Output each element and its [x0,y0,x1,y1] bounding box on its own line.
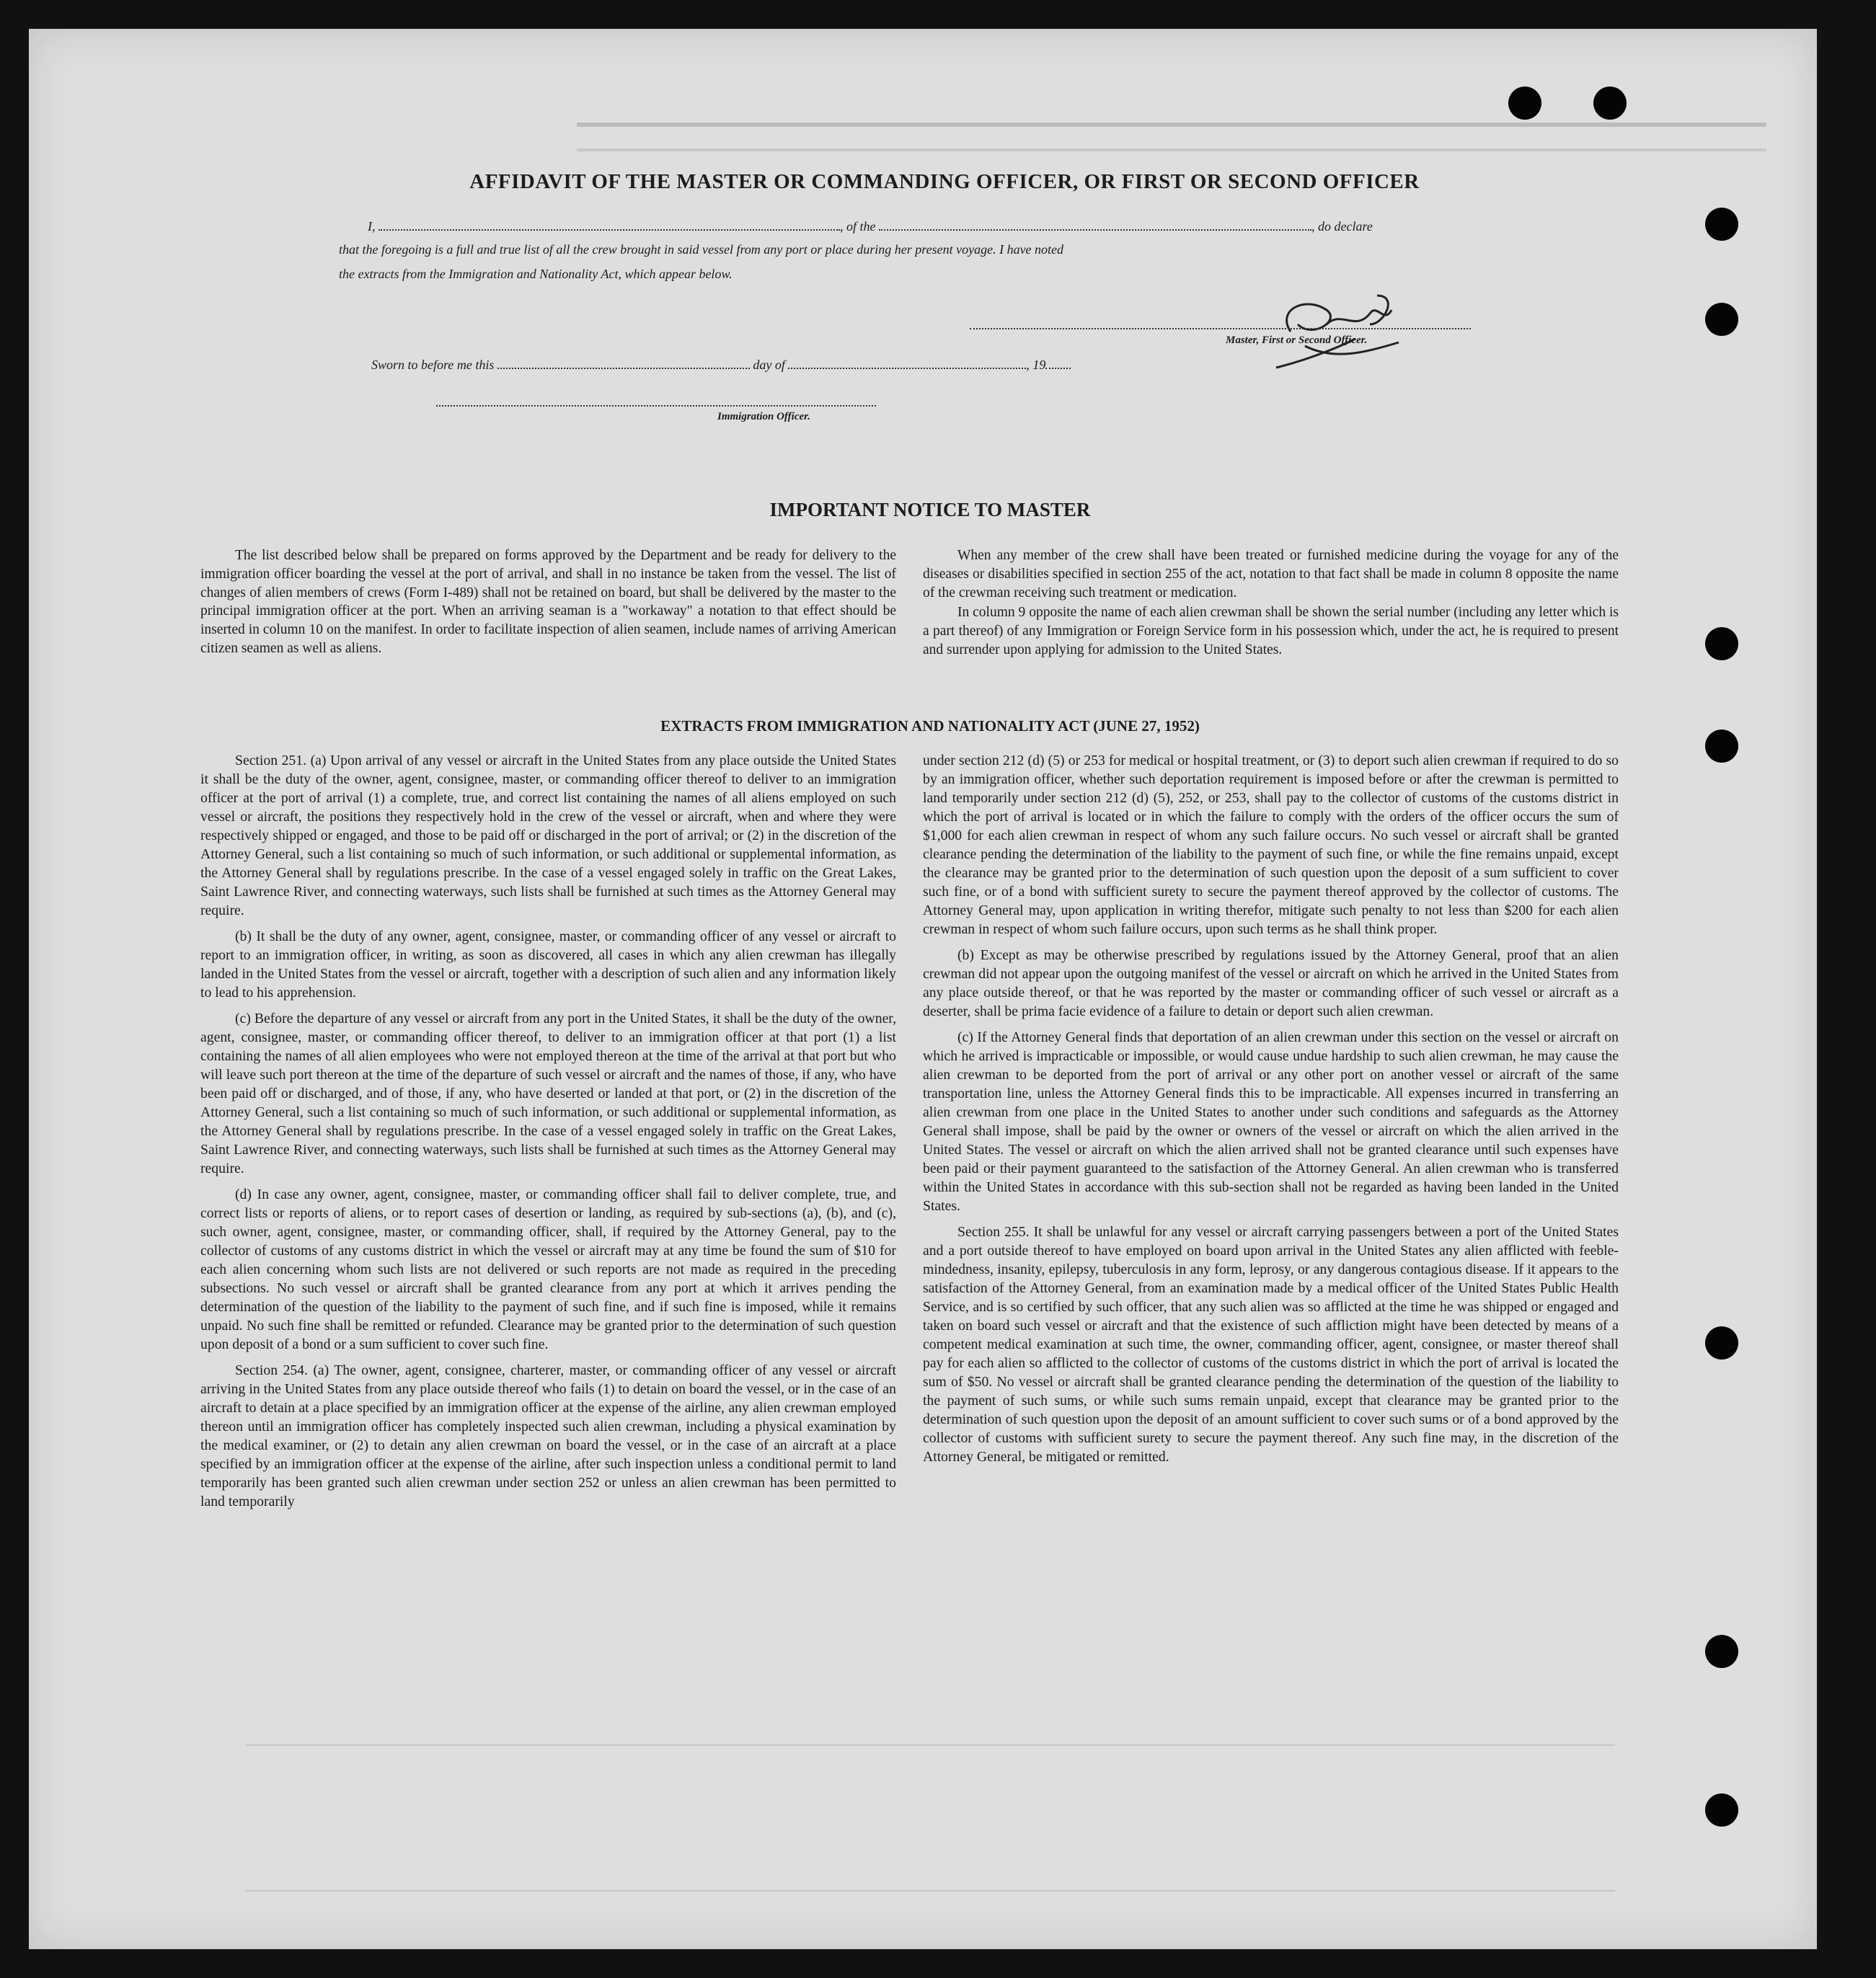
punch-hole [1508,87,1541,120]
notice-left-column [200,546,896,665]
sworn-day-field[interactable] [497,356,750,369]
affidavit-line-3: the extracts from the Immigration and Nationality Act, which appear below. [339,267,733,281]
sworn-month-field[interactable] [788,356,1026,369]
section-255: Section 255. It shall be unlawful for any vessel or aircraft carrying passengers between a port of the United States and a port outside thereof to have employed on board upon arrival in the United States any alien afflicted with feeble-mindedness, insanity, epilepsy, tuberculosis in any form, leprosy, or any dangerous contagious disease. If it appears to the satisfaction of the Attorney General, from an examination made by a medical officer of the United States Public Health Service, and is so certified by such officer, that any such alien was so afflicted at the time he was shipped or engaged and taken on board such vessel or aircraft and that the existence of such affliction might have been detected by means of a competent medical examination at such time, the owner, commanding officer, agent, consignee, or master thereof shall pay for each alien so afflicted to the collector of customs of the customs district in which the port of arrival is located the sum of $50. No vessel or aircraft shall be granted clearance pending the determination of the question of the liability to the payment of such sums, or while such sums remain unpaid, except that clearance may be granted prior to the determination of such question upon the deposit of an amount sufficient to cover such sums or of a bond approved by the collector of customs with sufficient surety to secure the payment thereof. Any such fine may, in the discretion of the Attorney General, be mitigated or remitted. [923,1224,1619,1465]
bleed-through-rules [245,1744,1615,1891]
section-254-c: (c) If the Attorney General finds that deportation of an alien crewman under this section on the vessel or aircraft on which he arrived is impracticable or impossible, or would cause undue hardship to such alien crewman, he may cause the alien crewman to be deported from the port of arrival or any other port on another vessel or aircraft of the same transportation line, unless the Attorney General finds this to be impracticable. All expenses incurred in transferring an alien crewman from one place in the United States to another under such conditions and safeguards as the Attorney General shall impose, shall be paid by the owner or owners of the vessel or aircraft on which the alien arrived in the United States. The vessel or aircraft on which the alien arrived shall not be granted clearance until such expenses have been paid or their payment guaranteed to the satisfaction of the Attorney General. An alien crewman who is transferred within the United States in accordance with this sub-section shall not be regarded as having been landed in the United States. [923,1029,1619,1214]
sworn-day-of-text: day of [753,358,785,372]
sworn-line [371,356,1071,373]
notice-right-paragraph-1: When any member of the crew shall have been treated or furnished medicine during the voyage for any of the diseases or disabilities specified in section 255 of the act, notation to that fact shall be made in column 8 opposite the name of the crewman receiving such treatment or medication. [923,548,1619,600]
section-251-b: (b) It shall be the duty of any owner, agent, consignee, master, or commanding officer of any vessel or aircraft to report to an immigration officer, in writing, as soon as discovered, all cases in which any alien crewman has illegally landed in the United States from the vessel or aircraft, together with a description of such alien and any information likely to lead to his apprehension. [200,928,896,1001]
notice-title: IMPORTANT NOTICE TO MASTER [769,499,1091,520]
punch-hole [1705,729,1738,763]
bleed-through-header [577,123,1766,151]
affidavit-line-2: that the foregoing is a full and true list of all the crew brought in said vessel from any port or place during her present voyage. I have noted [339,242,1064,257]
notice-right-column [923,546,1619,667]
master-signature-label: Master, First or Second Officer. [1226,334,1368,346]
extracts-right-column [923,751,1619,1473]
section-251-c: (c) Before the departure of any vessel or aircraft from any port in the United States, it shall be the duty of the owner, agent, consignee, master, or commanding officer thereof, to deliver to an immigration officer at that port (1) a list containing the names of all alien employees who were not employed thereon at the time of the arrival at that port but who will leave such port thereon at the time of the departure of such vessel or aircraft and the names of those, if any, who have been paid off or discharged, and of those, if any, who have deserted or landed at that port, or (2) in the discretion of the Attorney General, such a list containing so much of such information, or such additional or supplemental information, as the Attorney General shall by regulations prescribe. In the case of a vessel engaged solely in traffic on the Great Lakes, Saint Lawrence River, and connecting waterways, such lists shall be furnished at such times as the Attorney General may require. [200,1011,896,1176]
extracts-title: EXTRACTS FROM IMMIGRATION AND NATIONALITY ACT (JUNE 27, 1952) [660,717,1200,735]
punch-hole [1705,1635,1738,1668]
affidavit-i-text: I, [368,219,376,234]
notice-left-paragraph: The list described below shall be prepared on forms approved by the Department and be ready for delivery to the immigration officer boarding the vessel at the port of arrival, and shall in no instance be taken from the vessel. The list of changes of alien members of crews (Form I-489) shall not be retained on board, but shall be delivered by the master to the principal immigration officer at the port. When an arriving seaman is a "workaway" a notation to that effect should be inserted in column 10 on the manifest. In order to facilitate inspection of alien seamen, include names of arriving American citizen seamen as well as aliens. [200,548,896,656]
sworn-year-field[interactable] [1045,356,1071,369]
sworn-year-text: , 19 [1026,358,1046,372]
affidavit-title: AFFIDAVIT OF THE MASTER OR COMMANDING OFFICER, OR FIRST OR SECOND OFFICER [469,170,1420,193]
document-page [29,29,1817,1949]
affidavit-declaration-line [368,218,1373,234]
punch-hole [1705,208,1738,241]
punch-hole [1705,1326,1738,1360]
section-254-a-continued: under section 212 (d) (5) or 253 for medical or hospital treatment, or (3) to deport such alien crewman if required to do so by an immigration officer, whether such deportation requirement is imposed before or after the crewman is permitted to land temporarily under section 212 (d) (5), 252, or 253, shall pay to the collector of customs of the customs district in which the port of arrival is located or in which the failure to comply with the orders of the officer occurs the sum of $1,000 for each alien crewman in respect of whom any such failure occurs. No such vessel or aircraft shall be granted clearance pending the determination of the liability to the payment of such fine, or while the fine remains unpaid, except the clearance may be granted prior to the determination of such question upon the deposit of a sum sufficient to cover such fine, or of a bond with sufficient surety to secure the payment thereof approved by the collector of customs. The Attorney General may, upon application in writing therefor, mitigate such penalty to not less than $200 for each alien crewman in respect of whom such failure occurs, upon such terms as he shall think proper. [923,753,1619,937]
sworn-prefix-text: Sworn to before me this [371,358,495,372]
immigration-officer-label: Immigration Officer. [717,411,810,422]
extracts-left-column [200,751,896,1518]
punch-hole [1705,1793,1738,1827]
notice-right-paragraph-2: In column 9 opposite the name of each alien crewman shall be shown the serial number (including any letter which is a part thereof) of any Immigration or Foreign Service form in his possession which, under the act, he is required to present and surrender upon applying for admission to the United States. [923,605,1619,657]
section-254-a: Section 254. (a) The owner, agent, consignee, charterer, master, or commanding officer of any vessel or aircraft arriving in the United States from any place outside thereof who fails (1) to detain on board the vessel, or in the case of an aircraft to detain at a place specified by an immigration officer at the expense of the airline, any alien crewman employed thereon until an immigration officer has completely inspected such alien crewman, including a physical examination by the medical examiner, or (2) to detain any alien crewman on board the vessel, or in the case of an aircraft at a place specified by an immigration officer at the expense of the airline, after such inspection unless a conditional permit to land temporarily has been granted such alien crewman under section 252 or unless an alien crewman has been permitted to land temporarily [200,1362,896,1509]
section-254-b: (b) Except as may be otherwise prescribed by regulations issued by the Attorney General, proof that an alien crewman did not appear upon the outgoing manifest of the vessel or aircraft on which he arrived in the United States from any place outside thereof, or that he was reported by the master or commanding officer of such vessel or aircraft as a deserter, shall be prima facie evidence of a failure to detain or deport such alien crewman. [923,947,1619,1019]
master-signature-line [970,328,1471,329]
punch-hole [1705,627,1738,660]
section-251-a: Section 251. (a) Upon arrival of any vessel or aircraft in the United States from any place outside the United States it shall be the duty of the owner, agent, consignee, master, or commanding officer thereof to deliver to an immigration officer at the port of arrival (1) a complete, true, and correct list containing the names of all aliens employed on such vessel or aircraft, the positions they respectively hold in the crew of the vessel or aircraft, when and where they were respectively shipped or engaged, and those to be paid off or discharged in the port of arrival; or (2) in the discretion of the Attorney General, such a list containing so much of such information, or such additional or supplemental information, as the Attorney General shall by regulations prescribe. In the case of a vessel engaged solely in traffic on the Great Lakes, Saint Lawrence River, and connecting waterways, such lists shall be furnished at such times as the Attorney General may require. [200,753,896,918]
section-251-d: (d) In case any owner, agent, consignee, master, or commanding officer shall fail to deliver complete, true, and correct lists or reports of aliens, or to report cases of desertion or landing, as required by sub-sections (a), (b), and (c), such owner, agent, consignee, master, or commanding officer, shall, if required by the Attorney General, pay to the collector of customs of any customs district in which the vessel or aircraft may at any time be found the sum of $10 for each alien concerning whom such lists are not delivered or such reports are not made as required in the preceding subsections. No such vessel or aircraft shall be granted clearance from any port at which it arrives pending the determination of the question of the liability to the payment of such fine, and if such fine is imposed, while it remains unpaid. No such fine shall be remitted or refunded. Clearance may be granted prior to the determination of such question upon deposit of a bond or a sum sufficient to cover such fine. [200,1187,896,1352]
master-name-field[interactable] [379,218,840,231]
affidavit-declare-text: , do declare [1311,219,1373,234]
punch-hole [1593,87,1627,120]
affidavit-of-the-text: , of the [840,219,876,234]
punch-hole [1705,303,1738,336]
immigration-officer-signature-line [436,405,876,407]
vessel-name-field[interactable] [879,218,1311,231]
